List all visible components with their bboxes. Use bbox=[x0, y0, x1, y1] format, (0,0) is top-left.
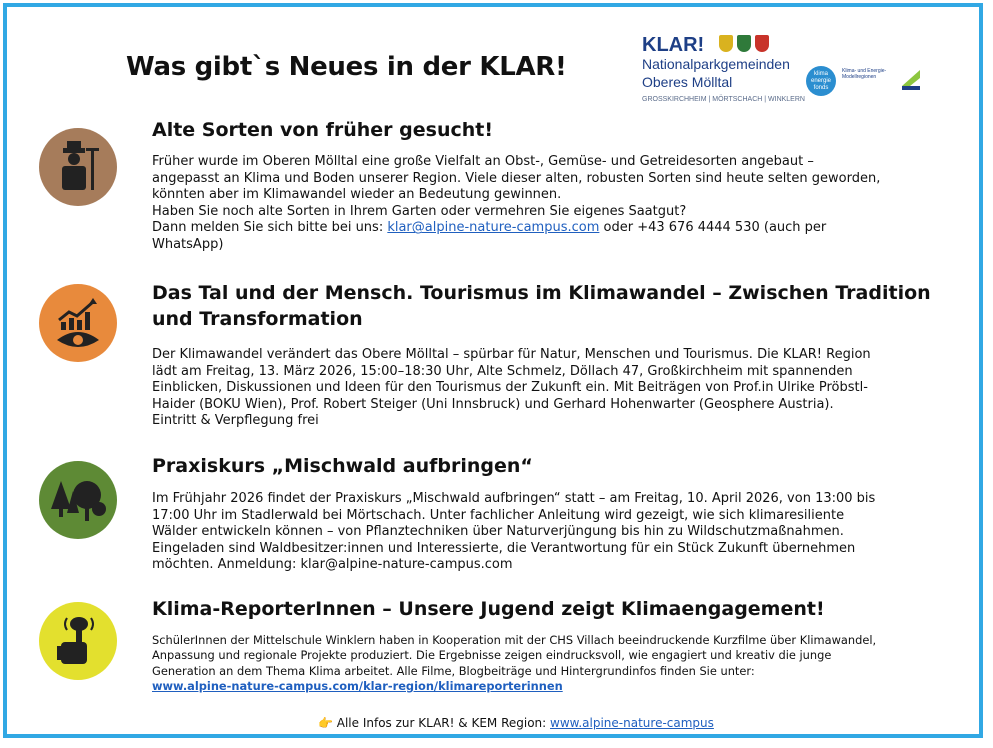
klimareporter-link[interactable]: www.alpine-nature-campus.com/klar-region/klimareporterinnen bbox=[152, 679, 563, 694]
page-title: Was gibt`s Neues in der KLAR! bbox=[126, 52, 567, 82]
crest-icon bbox=[719, 35, 733, 52]
body-line: SchülerInnen der Mittelschule Winklern haben in Kooperation mit der CHS Villach beeindruckende Kurzfilme über Klimawandel, bbox=[152, 633, 877, 647]
section-title bbox=[152, 596, 932, 622]
section-title bbox=[152, 453, 932, 479]
section-title-line: und Transformation bbox=[152, 308, 363, 330]
farmer-icon bbox=[39, 128, 117, 206]
coat-of-arms-group bbox=[719, 35, 769, 52]
section-body bbox=[152, 347, 922, 430]
body-line: möchten. Anmeldung: klar@alpine-nature-campus.com bbox=[152, 557, 513, 573]
crest-icon bbox=[755, 35, 769, 52]
body-line: Haider (BOKU Wien), Prof. Robert Steiger (Uni Innsbruck) und Gerhard Hohenwarter (Geosphere Austria). bbox=[152, 396, 834, 412]
klar-logo bbox=[642, 34, 927, 102]
kem-logo-icon bbox=[900, 66, 922, 92]
body-line: Eingeladen sind Waldbesitzer:innen und Interessierte, die Verantwortung für ein Stück Zukunft übernehmen bbox=[152, 540, 856, 556]
body-line: Eintritt & Verpflegung frei bbox=[152, 413, 319, 429]
body-line: Wälder entwickeln können – von Pflanztechniken über Naturverjüngung bis hin zu Wildschutzmaßnahmen. bbox=[152, 524, 844, 540]
section-body bbox=[152, 491, 922, 574]
section-title-line: Das Tal und der Mensch. Tourismus im Klimawandel – Zwischen Tradition bbox=[152, 282, 931, 304]
body-line: könnten aber im Klimawandel wieder an Bedeutung gewinnen. bbox=[152, 187, 562, 203]
forest-icon bbox=[39, 461, 117, 539]
section-body bbox=[152, 633, 922, 695]
contact-line bbox=[152, 220, 922, 237]
section-title-line: Praxiskurs „Mischwald aufbringen“ bbox=[152, 455, 533, 477]
email-link[interactable]: klar@alpine-nature-campus.com bbox=[387, 220, 600, 236]
body-line: angepasst an Klima und Boden unserer Region. Viele dieser alten, robusten Sorten sind heute selten geworden, bbox=[152, 170, 881, 186]
section-title-line: Alte Sorten von früher gesucht! bbox=[152, 119, 494, 141]
body-line: Einblicken, Diskussionen und Ideen für den Tourismus der Zukunft ein. Mit Beiträgen von Prof.in Ulrike Pröbstl- bbox=[152, 380, 868, 396]
footer bbox=[318, 716, 714, 730]
reporter-microphone-icon bbox=[39, 602, 117, 680]
section-body bbox=[152, 154, 922, 254]
logo-line-2: Oberes Mölltal bbox=[642, 74, 733, 90]
footer-text: Alle Infos zur KLAR! & KEM Region: bbox=[332, 716, 551, 730]
growth-chart-eye-icon bbox=[39, 284, 117, 362]
body-line: lädt am Freitag, 13. März 2026, 15:00–18:30 Uhr, Alte Schmelz, Döllach 47, Großkirchheim mit spannenden bbox=[152, 363, 853, 379]
body-line: Im Frühjahr 2026 findet der Praxiskurs „Mischwald aufbringen“ statt – am Freitag, 10. April 2026, von 13:00 bis bbox=[152, 491, 876, 506]
contact-prefix: Dann melden Sie sich bitte bei uns: bbox=[152, 220, 388, 236]
body-line: Haben Sie noch alte Sorten in Ihrem Garten oder vermehren Sie eigenes Saatgut? bbox=[152, 203, 687, 219]
section-title-line: Klima-ReporterInnen – Unsere Jugend zeigt Klimaengagement! bbox=[152, 598, 825, 620]
body-line: Früher wurde im Oberen Mölltal eine große Vielfalt an Obst-, Gemüse- und Getreidesorten angebaut – bbox=[152, 154, 814, 169]
section-title bbox=[152, 117, 932, 143]
body-line: WhatsApp) bbox=[152, 236, 224, 252]
body-line: Generation an dem Thema Klima arbeitet. Alle Filme, Blogbeiträge und Hintergrundinfos finden Sie unter: bbox=[152, 663, 755, 678]
logo-klar: KLAR! bbox=[642, 34, 705, 56]
body-line: Der Klimawandel verändert das Obere Mölltal – spürbar für Natur, Menschen und Tourismus. Die KLAR! Region bbox=[152, 347, 871, 362]
crest-icon bbox=[737, 35, 751, 52]
logo-line-1: Nationalparkgemeinden bbox=[642, 56, 790, 72]
logo-line-3: GROSSKIRCHHEIM | MÖRTSCHACH | WINKLERN bbox=[642, 96, 805, 103]
klima-energie-fonds-badge: klima energie fonds bbox=[806, 66, 836, 96]
kem-text: Klima- und Energie-Modellregionen bbox=[842, 68, 887, 80]
footer-link[interactable]: www.alpine-nature-campus bbox=[550, 716, 714, 730]
section-title bbox=[152, 280, 932, 332]
body-line: Anpassung und regionale Projekte produziert. Die Ergebnisse zeigen eindrucksvoll, wie engagiert und kreativ die junge bbox=[152, 648, 832, 663]
pointing-hand-icon: 👉 bbox=[318, 716, 333, 730]
body-line: 17:00 Uhr im Stadlerwald bei Mörtschach. Unter fachlicher Anleitung wird gezeigt, wie sich klimaresiliente bbox=[152, 507, 845, 523]
contact-suffix: oder +43 676 4444 530 (auch per bbox=[599, 220, 827, 236]
